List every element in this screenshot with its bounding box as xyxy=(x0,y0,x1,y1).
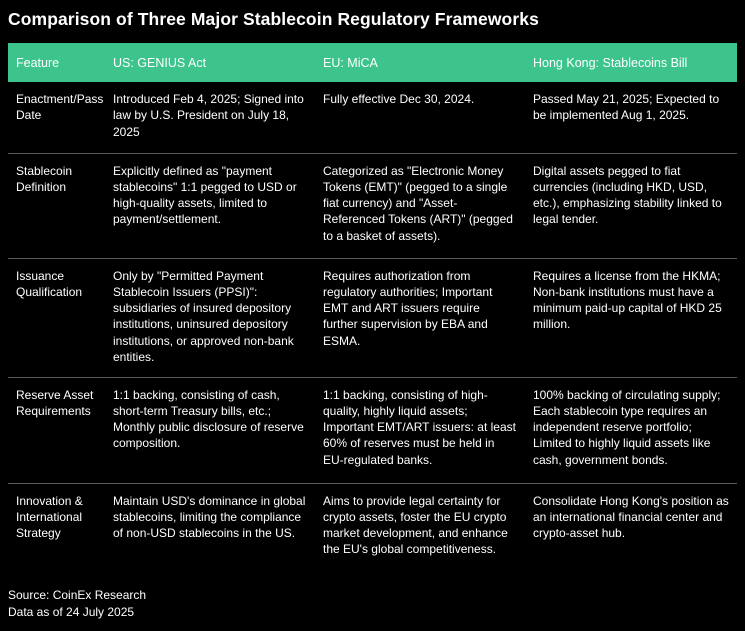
table-row xyxy=(8,82,737,153)
cell-eu: Aims to provide legal certainty for crypto assets, foster the EU crypto market development, and enhance the EU's global competitiveness. xyxy=(323,493,508,557)
cell-hk: Passed May 21, 2025; Expected to be implemented Aug 1, 2025. xyxy=(525,82,737,153)
cell-hk: Requires a license from the HKMA; Non-bank institutions must have a minimum paid-up capital of HKD 25 million. xyxy=(525,258,737,377)
table-header-row xyxy=(8,43,737,82)
row-feature: Issuance Qualification xyxy=(8,258,105,377)
cell-eu: 1:1 backing, consisting of high-quality, highly liquid assets; Important EMT/ART issuers: at least 60% of reserves must be held in EU-regulated banks. xyxy=(315,377,525,483)
footer xyxy=(8,587,146,620)
row-feature: Stablecoin Definition xyxy=(8,153,105,258)
header-feature: Feature xyxy=(16,55,60,70)
row-feature: Enactment/Pass Date xyxy=(8,82,105,153)
cell-eu: Requires authorization from regulatory authorities; Important EMT and ART issuers require further supervision by EBA and ESMA. xyxy=(315,258,525,377)
cell-us: Maintain USD's dominance in global stablecoins, limiting the compliance of non-USD stablecoins in the US. xyxy=(113,493,306,541)
source-note: Source: CoinEx Research xyxy=(8,588,147,602)
comparison-table xyxy=(8,43,737,575)
cell-hk: Consolidate Hong Kong's position as an international financial center and crypto-asset hub. xyxy=(533,493,729,541)
header-eu: EU: MiCA xyxy=(323,55,378,70)
header-us: US: GENIUS Act xyxy=(113,55,207,70)
header-hk: Hong Kong: Stablecoins Bill xyxy=(533,55,688,70)
cell-eu: Categorized as "Electronic Money Tokens (EMT)" (pegged to a single fiat currency) and "Asset-Referenced Tokens (ART)" (pegged to a basket of assets). xyxy=(315,153,525,258)
table-row xyxy=(8,483,737,575)
cell-us: Only by "Permitted Payment Stablecoin Issuers (PPSI)": subsidiaries of insured depository institutions, uninsured depository institutions, or approved non-bank entities. xyxy=(105,258,315,377)
cell-us: Introduced Feb 4, 2025; Signed into law by U.S. President on July 18, 2025 xyxy=(105,82,315,153)
table-row xyxy=(8,258,737,377)
table-row xyxy=(8,377,737,483)
row-feature: Reserve Asset Requirements xyxy=(8,377,105,483)
date-note: Data as of 24 July 2025 xyxy=(8,604,135,619)
cell-hk: Digital assets pegged to fiat currencies (including HKD, USD, etc.), emphasizing stability linked to legal tender. xyxy=(525,153,737,258)
row-feature: Innovation & International Strategy xyxy=(16,493,83,541)
cell-us: 1:1 backing, consisting of cash, short-term Treasury bills, etc.; Monthly public disclosure of reserve composition. xyxy=(105,377,315,483)
cell-hk: 100% backing of circulating supply; Each stablecoin type requires an independent reserve portfolio; Limited to highly liquid assets like cash, government bonds. xyxy=(525,377,737,483)
cell-us: Explicitly defined as "payment stablecoins" 1:1 pegged to USD or high-quality assets, limited to payment/settlement. xyxy=(105,153,315,258)
page-title: Comparison of Three Major Stablecoin Regulatory Frameworks xyxy=(8,9,539,29)
table-row xyxy=(8,153,737,258)
cell-eu: Fully effective Dec 30, 2024. xyxy=(315,82,525,153)
